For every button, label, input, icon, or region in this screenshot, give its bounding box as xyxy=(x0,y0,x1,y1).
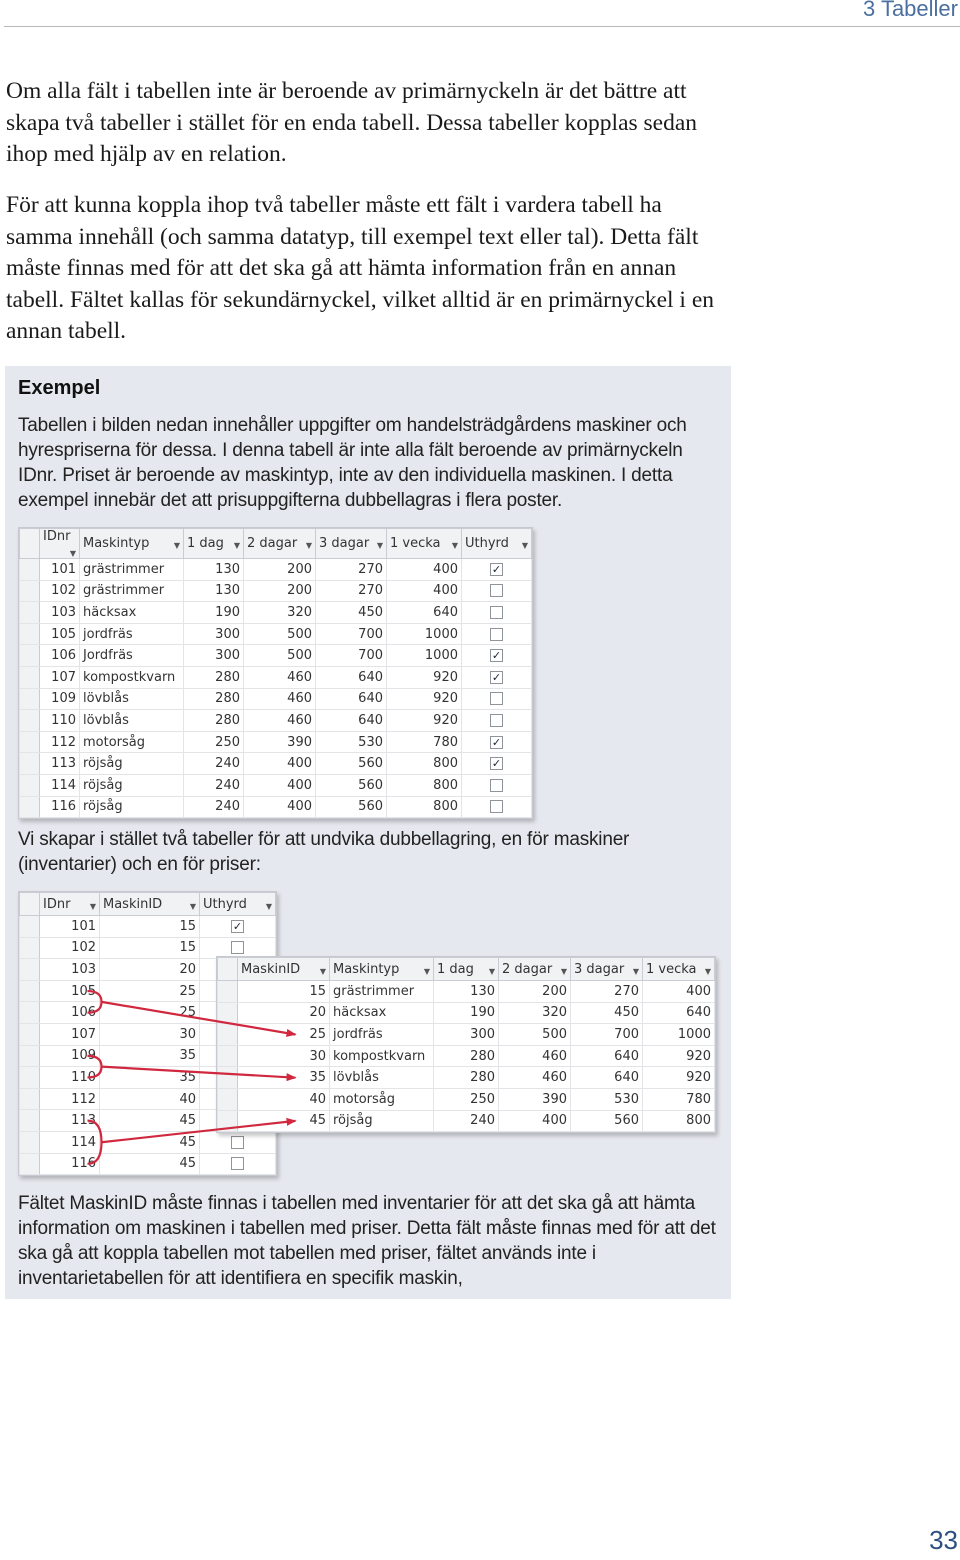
checkbox-checked[interactable]: ✓ xyxy=(491,670,502,684)
table-cell[interactable]: jordfräs xyxy=(80,623,184,645)
column-header-label: IDnr xyxy=(43,896,71,912)
table-cell[interactable]: 240 xyxy=(434,1110,499,1132)
intro-paragraph-1: Om alla fält i tabellen inte är beroende av primärnyckeln är det bättre att skapa två tabeller i stället för en enda tabell. Dessa tabeller kopplas sedan ihop med hjälp av en relation. xyxy=(6,78,698,167)
table-cell[interactable]: motorsåg xyxy=(330,1088,434,1110)
table-cell[interactable]: 400 xyxy=(387,580,462,602)
table-cell[interactable]: 15 xyxy=(238,981,330,1003)
column-header-label: MaskinID xyxy=(103,896,163,912)
table-cell[interactable]: Jordfräs xyxy=(80,645,184,667)
table-cell[interactable]: 30 xyxy=(238,1045,330,1067)
table-cell[interactable]: 800 xyxy=(387,753,462,775)
column-header-label: MaskinID xyxy=(241,961,301,977)
table-cell[interactable]: 15 xyxy=(100,916,200,938)
table-cell[interactable]: 400 xyxy=(244,796,316,818)
table-cell[interactable]: 390 xyxy=(244,731,316,753)
chevron-down-icon[interactable]: ▼ xyxy=(376,541,383,550)
table-cell[interactable]: 400 xyxy=(244,753,316,775)
example-paragraph-3: Fältet MaskinID måste finnas i tabellen med inventarier för att det ska gå att hämta information om maskinen i tabellen med priser. Detta fält måste finnas med för att det ska gå att koppla tabellen mot tabellen med priser, fältet används inte i inventarietabellen för att identifiera en specifik maskin, xyxy=(18,1193,716,1289)
table-cell[interactable]: 45 xyxy=(100,1153,200,1175)
table-cell[interactable]: 460 xyxy=(244,688,316,710)
chevron-down-icon[interactable]: ▼ xyxy=(451,541,458,550)
table-cell[interactable]: häcksax xyxy=(80,602,184,624)
table-cell[interactable]: 400 xyxy=(643,981,715,1003)
table-cell[interactable]: 105 xyxy=(40,980,100,1002)
column-header-label: Uthyrd xyxy=(465,536,509,551)
table-cell[interactable]: 200 xyxy=(244,580,316,602)
table-cell[interactable]: 640 xyxy=(571,1067,643,1089)
table-cell[interactable]: 560 xyxy=(571,1110,643,1132)
table-cell[interactable]: 40 xyxy=(238,1088,330,1110)
table-cell[interactable]: 320 xyxy=(499,1002,571,1024)
column-header-label: 2 dagar xyxy=(247,536,298,551)
table-cell[interactable]: 109 xyxy=(40,1045,100,1067)
table-cell[interactable]: 280 xyxy=(434,1067,499,1089)
table-cell[interactable]: 110 xyxy=(40,1067,100,1089)
table-cell[interactable]: 530 xyxy=(316,731,387,753)
table-cell[interactable]: 640 xyxy=(316,688,387,710)
table-cell[interactable]: 800 xyxy=(643,1110,715,1132)
chevron-down-icon[interactable]: ▼ xyxy=(632,966,639,976)
table-cell[interactable]: 640 xyxy=(643,1002,715,1024)
table-cell[interactable]: 500 xyxy=(244,623,316,645)
table-cell[interactable]: 240 xyxy=(184,796,244,818)
relation-arrow xyxy=(102,1002,296,1035)
table-cell[interactable]: 15 xyxy=(100,937,200,959)
table-cell[interactable]: 240 xyxy=(184,753,244,775)
table-cell[interactable]: 102 xyxy=(40,580,80,602)
table-cell[interactable]: 270 xyxy=(316,580,387,602)
table-cell[interactable]: 130 xyxy=(434,981,499,1003)
table-cell[interactable]: 102 xyxy=(40,937,100,959)
column-header-label: 3 dagar xyxy=(319,536,370,551)
chapter-heading: 3 Tabeller xyxy=(863,0,958,21)
chevron-down-icon[interactable]: ▼ xyxy=(265,901,272,911)
table-cell[interactable]: motorsåg xyxy=(80,731,184,753)
table-cell[interactable]: 45 xyxy=(238,1110,330,1132)
table-cell[interactable]: 920 xyxy=(643,1067,715,1089)
table-cell[interactable]: 780 xyxy=(643,1088,715,1110)
table-cell[interactable]: 25 xyxy=(100,1002,200,1024)
table-cell[interactable]: 107 xyxy=(40,1023,100,1045)
table-cell[interactable]: 112 xyxy=(40,731,80,753)
table-cell[interactable]: 1000 xyxy=(387,645,462,667)
table-cell[interactable]: 400 xyxy=(244,774,316,796)
table-cell[interactable]: kompostkvarn xyxy=(330,1045,434,1067)
chevron-down-icon[interactable]: ▼ xyxy=(560,966,567,976)
table-cell[interactable]: 105 xyxy=(40,623,80,645)
group-bracket xyxy=(88,991,102,1013)
table-cell[interactable]: grästrimmer xyxy=(80,580,184,602)
table-cell[interactable]: 35 xyxy=(100,1067,200,1089)
relation-arrow xyxy=(102,1121,296,1142)
table-cell[interactable]: 640 xyxy=(387,602,462,624)
table-cell[interactable]: 200 xyxy=(499,981,571,1003)
chevron-down-icon[interactable]: ▼ xyxy=(423,966,430,976)
table-cell[interactable]: 920 xyxy=(643,1045,715,1067)
table-cell[interactable]: 1000 xyxy=(387,623,462,645)
table-cell[interactable]: 45 xyxy=(100,1110,200,1132)
table-cell[interactable]: 35 xyxy=(100,1045,200,1067)
chevron-down-icon[interactable]: ▼ xyxy=(319,966,326,976)
table-cell[interactable]: 103 xyxy=(40,602,80,624)
table-cell[interactable]: 640 xyxy=(316,710,387,732)
table-cell[interactable]: 101 xyxy=(40,559,80,581)
table-cell[interactable]: 460 xyxy=(499,1045,571,1067)
table-cell[interactable]: 109 xyxy=(40,688,80,710)
table-cell[interactable]: 640 xyxy=(316,666,387,688)
table-cell[interactable]: 800 xyxy=(387,796,462,818)
table-cell[interactable]: 101 xyxy=(40,916,100,938)
table-cell[interactable]: 112 xyxy=(40,1088,100,1110)
table-cell[interactable]: 920 xyxy=(387,688,462,710)
table-cell[interactable]: 114 xyxy=(40,1131,100,1153)
table-cell[interactable]: 250 xyxy=(434,1088,499,1110)
chevron-down-icon[interactable]: ▼ xyxy=(233,541,240,550)
table-cell[interactable]: röjsåg xyxy=(80,774,184,796)
checkbox-checked[interactable]: ✓ xyxy=(491,649,502,663)
column-header-label: IDnr xyxy=(43,529,71,544)
checkbox-checked[interactable]: ✓ xyxy=(232,919,243,933)
table-cell[interactable]: 500 xyxy=(244,645,316,667)
table-cell[interactable]: 240 xyxy=(184,774,244,796)
table-cell[interactable]: röjsåg xyxy=(80,796,184,818)
table-cell[interactable]: 280 xyxy=(184,666,244,688)
column-header-label: 1 vecka xyxy=(646,961,697,977)
column-header-label: Maskintyp xyxy=(333,961,400,977)
table-cell[interactable]: 116 xyxy=(40,1153,100,1175)
table-cell[interactable]: 190 xyxy=(184,602,244,624)
table-cell[interactable]: jordfräs xyxy=(330,1024,434,1046)
table-cell[interactable]: 130 xyxy=(184,580,244,602)
chevron-down-icon[interactable]: ▼ xyxy=(173,541,180,550)
table-cell[interactable]: röjsåg xyxy=(330,1110,434,1132)
chevron-down-icon[interactable]: ▼ xyxy=(488,966,495,976)
table-cell[interactable]: 700 xyxy=(316,645,387,667)
table-cell[interactable]: 300 xyxy=(184,623,244,645)
table-cell[interactable]: 560 xyxy=(316,796,387,818)
table-cell[interactable]: 300 xyxy=(434,1024,499,1046)
table-cell[interactable]: 400 xyxy=(499,1110,571,1132)
column-header-label: Uthyrd xyxy=(203,896,247,912)
table-cell[interactable]: 390 xyxy=(499,1088,571,1110)
checkbox-checked[interactable]: ✓ xyxy=(491,735,502,749)
table-cell[interactable]: 270 xyxy=(571,981,643,1003)
column-header-label: Maskintyp xyxy=(83,536,150,551)
table-cell[interactable]: 300 xyxy=(184,645,244,667)
example-paragraph-1: Tabellen i bilden nedan innehåller uppgifter om handelsträdgårdens maskiner och hyrespriserna för dessa. I denna tabell är inte alla fält beroende av primärnyckeln IDnr. Priset är beroende av maskintyp, inte av den individuella maskinen. I detta exempel innebär det att prisuppgifterna dubbellagras i flera poster. xyxy=(18,415,687,511)
table-cell[interactable]: 920 xyxy=(387,666,462,688)
table-cell[interactable]: 116 xyxy=(40,796,80,818)
table-cell[interactable]: 700 xyxy=(571,1024,643,1046)
example-title: Exempel xyxy=(18,377,101,399)
intro-paragraph-2: För att kunna koppla ihop två tabeller måste ett fält i vardera tabell ha samma innehåll (och samma datatyp, till exempel text eller tal). Detta fält måste finnas med för att det ska gå att hämta information från en annan tabell. Fältet kallas för sekundärnyckel, vilket alltid är en primärnyckel i en annan tabell. xyxy=(6,192,715,344)
column-header-label: 1 dag xyxy=(437,961,474,977)
table-cell[interactable]: 450 xyxy=(571,1002,643,1024)
relation-arrow xyxy=(102,1067,296,1078)
table-cell[interactable]: häcksax xyxy=(330,1002,434,1024)
table-cell[interactable]: 130 xyxy=(184,559,244,581)
table-cell[interactable]: 25 xyxy=(100,980,200,1002)
chevron-down-icon[interactable]: ▼ xyxy=(704,966,711,976)
example-paragraph-2: Vi skapar i stället två tabeller för att undvika dubbellagring, en för maskiner (inventarier) och en för priser: xyxy=(18,829,630,875)
table-cell[interactable]: 400 xyxy=(387,559,462,581)
checkbox-checked[interactable]: ✓ xyxy=(491,757,502,771)
column-header-label: 1 dag xyxy=(187,536,224,551)
group-bracket xyxy=(88,1121,102,1164)
table-cell[interactable]: 106 xyxy=(40,1002,100,1024)
table-cell[interactable]: 25 xyxy=(238,1024,330,1046)
chevron-down-icon[interactable]: ▼ xyxy=(89,901,96,911)
table-cell[interactable]: 450 xyxy=(316,602,387,624)
table-cell[interactable]: 280 xyxy=(184,710,244,732)
table-cell[interactable]: 250 xyxy=(184,731,244,753)
table-cell[interactable]: 103 xyxy=(40,959,100,981)
table-cell[interactable]: 460 xyxy=(499,1067,571,1089)
table-cell[interactable]: lövblås xyxy=(80,688,184,710)
table-cell[interactable]: 800 xyxy=(387,774,462,796)
table-cell[interactable]: röjsåg xyxy=(80,753,184,775)
table-cell[interactable]: 560 xyxy=(316,774,387,796)
group-bracket xyxy=(88,1056,102,1078)
table-cell[interactable]: 320 xyxy=(244,602,316,624)
table-cell[interactable]: 113 xyxy=(40,1110,100,1132)
table-cell[interactable]: 45 xyxy=(100,1131,200,1153)
table-cell[interactable]: lövblås xyxy=(80,710,184,732)
chevron-down-icon[interactable]: ▼ xyxy=(69,549,76,558)
table-cell[interactable]: 20 xyxy=(238,1002,330,1024)
table-cell[interactable]: 530 xyxy=(571,1088,643,1110)
checkbox-checked[interactable]: ✓ xyxy=(491,562,502,576)
table-cell[interactable]: 460 xyxy=(244,710,316,732)
table-cell[interactable]: 35 xyxy=(238,1067,330,1089)
page-number: 33 xyxy=(929,1525,958,1555)
table-cell[interactable]: 1000 xyxy=(643,1024,715,1046)
table-cell[interactable]: 110 xyxy=(40,710,80,732)
table-cell[interactable]: kompostkvarn xyxy=(80,666,184,688)
table-cell[interactable]: 40 xyxy=(100,1088,200,1110)
table-cell[interactable]: lövblås xyxy=(330,1067,434,1089)
table-cell[interactable]: 280 xyxy=(184,688,244,710)
table-cell[interactable]: 20 xyxy=(100,959,200,981)
table-cell[interactable]: grästrimmer xyxy=(330,981,434,1003)
table-cell[interactable]: 106 xyxy=(40,645,80,667)
table-cell[interactable]: 280 xyxy=(434,1045,499,1067)
column-header-label: 2 dagar xyxy=(502,961,553,977)
table-cell[interactable]: 700 xyxy=(316,623,387,645)
table-cell[interactable]: 500 xyxy=(499,1024,571,1046)
table-cell[interactable]: 30 xyxy=(100,1023,200,1045)
column-header-label: 1 vecka xyxy=(390,536,441,551)
table-cell[interactable]: 780 xyxy=(387,731,462,753)
table-cell[interactable]: 113 xyxy=(40,753,80,775)
table-cell[interactable]: 460 xyxy=(244,666,316,688)
table-cell[interactable]: grästrimmer xyxy=(80,559,184,581)
chevron-down-icon[interactable]: ▼ xyxy=(189,901,196,911)
table-cell[interactable]: 640 xyxy=(571,1045,643,1067)
table-cell[interactable]: 200 xyxy=(244,559,316,581)
chevron-down-icon[interactable]: ▼ xyxy=(521,541,528,550)
table-cell[interactable]: 107 xyxy=(40,666,80,688)
table-cell[interactable]: 114 xyxy=(40,774,80,796)
table-cell[interactable]: 270 xyxy=(316,559,387,581)
table-cell[interactable]: 920 xyxy=(387,710,462,732)
table-cell[interactable]: 560 xyxy=(316,753,387,775)
table-cell[interactable]: 190 xyxy=(434,1002,499,1024)
column-header-label: 3 dagar xyxy=(574,961,625,977)
chevron-down-icon[interactable]: ▼ xyxy=(305,541,312,550)
